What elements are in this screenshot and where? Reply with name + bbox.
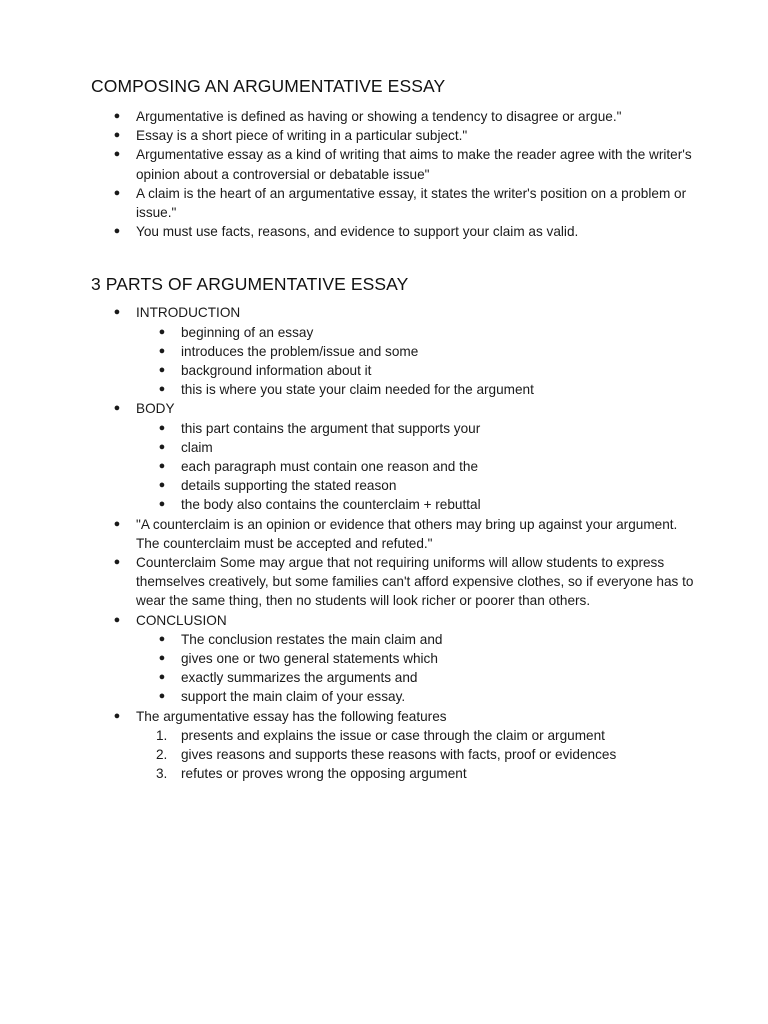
list-item-text: Argumentative essay as a kind of writing that aims to make the reader agree with the writer's opinion about a controversial or debatable issue": [136, 147, 692, 182]
sublist-item-text: background information about it: [181, 363, 372, 379]
sublist-item: [136, 323, 698, 342]
list-item-text: A claim is the heart of an argumentative essay, it states the writer's position on a problem or issue.": [136, 185, 687, 221]
sublist-item: [136, 495, 698, 514]
numbered-item: [136, 726, 698, 745]
sublist-item: [136, 342, 698, 361]
introduction-sublist: [136, 323, 698, 400]
sublist-item: [136, 687, 698, 706]
body-sublist: [136, 419, 698, 515]
sublist-item-text: The conclusion restates the main claim and: [181, 631, 443, 647]
conclusion-sublist: [136, 630, 698, 707]
sublist-item-text: beginning of an essay: [181, 324, 314, 340]
sublist-item-text: this part contains the argument that supports your: [181, 420, 481, 436]
list-item: [91, 222, 698, 241]
numbered-item-text: presents and explains the issue or case through the claim or argument: [181, 727, 605, 743]
list-item-text: Essay is a short piece of writing in a particular subject.": [136, 128, 468, 144]
bullet-icon: ●: [113, 186, 121, 199]
item-number: 1.: [156, 727, 168, 743]
bullet-icon: ●: [158, 479, 166, 492]
parts-list: [91, 303, 698, 783]
numbered-item: [136, 745, 698, 764]
bullet-icon: ●: [158, 344, 166, 357]
bullet-icon: ●: [158, 652, 166, 665]
list-item-body: [91, 399, 698, 514]
list-item: [91, 126, 698, 145]
list-item-text: Argumentative is defined as having or showing a tendency to disagree or argue.": [136, 109, 622, 124]
list-item-text: Counterclaim Some may argue that not requiring uniforms will allow students to express themselves creatively, but some families can't afford expensive clothes, so if everyone has to wear the same thing, then no students will look richer or poorer than others.: [136, 555, 694, 609]
item-number: 2.: [156, 747, 168, 763]
sublist-item: [136, 361, 698, 380]
list-item-features: [91, 707, 698, 784]
list-item-conclusion: [91, 611, 698, 707]
sublist-item: [136, 380, 698, 399]
bullet-icon: ●: [158, 671, 166, 684]
bullet-icon: ●: [113, 306, 121, 319]
section-title-parts: 3 PARTS OF ARGUMENTATIVE ESSAY: [91, 274, 409, 295]
bullet-icon: ●: [113, 110, 121, 122]
sublist-item: [136, 668, 698, 687]
sublist-item-text: this is where you state your claim needed for the argument: [181, 382, 534, 398]
bullet-icon: ●: [113, 613, 121, 626]
bullet-icon: ●: [113, 556, 121, 569]
sublist-item-text: claim: [181, 439, 213, 455]
features-numbered-list: [136, 726, 698, 784]
sublist-item-text: details supporting the stated reason: [181, 478, 397, 494]
definitions-list: [91, 107, 698, 241]
bullet-icon: ●: [113, 517, 121, 530]
sublist-item: [136, 438, 698, 457]
bullet-icon: ●: [113, 402, 121, 415]
list-item-text: BODY: [136, 401, 175, 417]
list-item-introduction: [91, 303, 698, 399]
sublist-item-text: exactly summarizes the arguments and: [181, 670, 418, 686]
list-item-text: The argumentative essay has the following features: [136, 708, 447, 724]
section-title-composing: COMPOSING AN ARGUMENTATIVE ESSAY: [91, 76, 446, 96]
list-item-text: CONCLUSION: [136, 612, 227, 628]
sublist-item: [136, 457, 698, 476]
numbered-item: [136, 764, 698, 783]
sublist-item: [136, 630, 698, 649]
bullet-icon: ●: [158, 383, 166, 396]
bullet-icon: ●: [158, 498, 166, 511]
list-item-text: INTRODUCTION: [136, 305, 241, 321]
sublist-item-text: gives one or two general statements which: [181, 651, 438, 667]
numbered-item-text: gives reasons and supports these reasons with facts, proof or evidences: [181, 747, 617, 763]
sublist-item: [136, 476, 698, 495]
list-item: [91, 107, 698, 126]
bullet-icon: ●: [158, 421, 166, 434]
bullet-icon: ●: [113, 225, 121, 238]
numbered-item-text: refutes or proves wrong the opposing argument: [181, 766, 467, 782]
bullet-icon: ●: [113, 148, 121, 161]
bullet-icon: ●: [158, 460, 166, 473]
sublist-item: [136, 649, 698, 668]
bullet-icon: ●: [113, 709, 121, 722]
bullet-icon: ●: [158, 690, 166, 703]
bullet-icon: ●: [158, 364, 166, 377]
list-item-text: You must use facts, reasons, and evidence to support your claim as valid.: [136, 224, 579, 240]
bullet-icon: ●: [158, 440, 166, 453]
sublist-item-text: support the main claim of your essay.: [181, 689, 406, 705]
sublist-item: [136, 419, 698, 438]
bullet-icon: ●: [158, 325, 166, 338]
sublist-item-text: the body also contains the counterclaim + rebuttal: [181, 497, 481, 513]
list-item: [91, 184, 698, 222]
list-item-counterclaim-example: [91, 553, 698, 611]
bullet-icon: ●: [158, 632, 166, 645]
list-item-counterclaim-definition: [91, 515, 698, 553]
list-item-text: "A counterclaim is an opinion or evidence that others may bring up against your argument. The counterclaim must be accepted and refuted.": [136, 516, 678, 551]
list-item: [91, 145, 698, 183]
bullet-icon: ●: [113, 129, 121, 142]
sublist-item-text: introduces the problem/issue and some: [181, 343, 419, 359]
sublist-item-text: each paragraph must contain one reason and the: [181, 459, 479, 475]
item-number: 3.: [156, 766, 168, 782]
